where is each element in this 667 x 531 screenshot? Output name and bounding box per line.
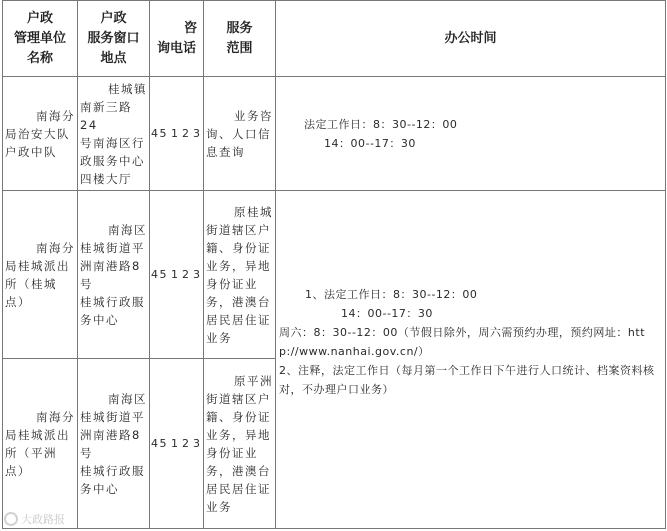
scope-cell: 业务咨 询、人口信 息查询	[204, 77, 276, 191]
scope-cell: 原桂城 街道辖区户 籍、身份证 业务，异地 身份证业 务，港澳台 居民居住证 业务	[204, 191, 276, 359]
unit-cell: 南海分 局桂城派出 所（平洲 点）	[3, 359, 78, 529]
phone-cell: 45 123	[150, 191, 204, 359]
header-window: 户政 服务窗口 地点	[78, 1, 150, 77]
header-hours: 办公时间	[276, 1, 666, 77]
header-phone: 咨 询电话	[150, 1, 204, 77]
watermark-logo	[4, 511, 65, 527]
phone-cell: 45 123	[150, 359, 204, 529]
watermark-text: 大政路报	[21, 513, 65, 526]
window-cell: 桂城镇 南新三路24 号南海区行 政服务中心 四楼大厅	[78, 77, 150, 191]
header-row	[3, 1, 666, 77]
header-scope: 服务 范围	[204, 1, 276, 77]
table-row	[3, 191, 666, 359]
merged-hours-cell	[276, 191, 666, 529]
hours-cell: 法定工作日：8：30--12：00 14：00--17：30	[276, 77, 666, 191]
office-hours-table	[2, 0, 666, 529]
hours-line: 1、法定工作日：8：30--12：00	[305, 288, 478, 301]
hours-line: p://www.nanhai.gov.cn/）	[279, 345, 430, 358]
table-row	[3, 77, 666, 191]
header-unit: 户政 管理单位 名称	[3, 1, 78, 77]
watermark-icon	[4, 512, 18, 526]
hours-line: 对，不办理户口业务）	[279, 383, 394, 396]
scope-cell: 原平洲 街道辖区户 籍、身份证 业务，异地 身份证业 务，港澳台 居民居住证 业务	[204, 359, 276, 529]
unit-cell: 南海分 局桂城派出 所（桂城 点）	[3, 191, 78, 359]
window-cell: 南海区 桂城街道平 洲南港路8号 桂城行政服 务中心	[78, 191, 150, 359]
hours-line: 周六：8：30--12：00（节假日除外，周六需预约办理，预约网址：htt	[279, 326, 646, 339]
window-cell: 南海区 桂城街道平 洲南港路8号 桂城行政服 务中心	[78, 359, 150, 529]
unit-cell: 南海分 局治安大队 户政中队	[3, 77, 78, 191]
hours-line: 2、注释，法定工作日（每月第一个工作日下午进行人口统计、档案资料核	[279, 364, 655, 377]
phone-cell: 45 123	[150, 77, 204, 191]
hours-line: 14：00--17：30	[341, 307, 433, 320]
